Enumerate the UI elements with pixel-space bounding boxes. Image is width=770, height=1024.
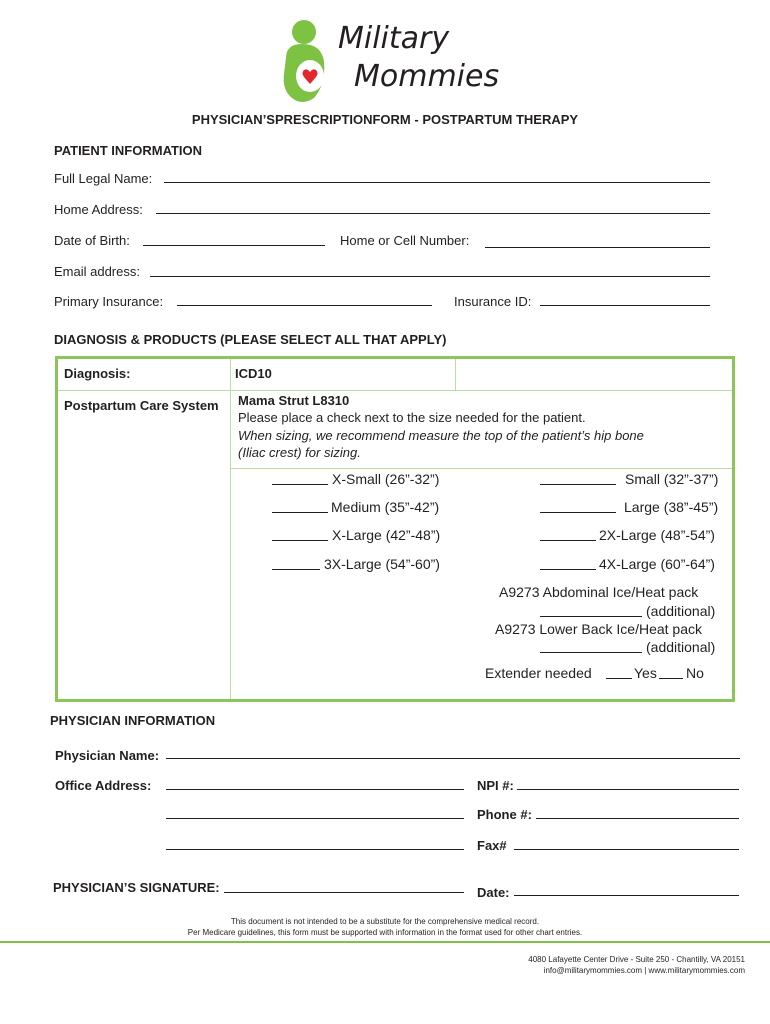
logo-line-1: Military <box>338 21 450 56</box>
size-checkbox[interactable] <box>272 512 328 513</box>
icd-label: ICD10 <box>235 366 272 381</box>
addon-back-checkbox[interactable] <box>540 652 642 653</box>
insurance-field[interactable] <box>177 305 432 306</box>
physician-phone-field[interactable] <box>536 818 739 819</box>
size-checkbox[interactable] <box>540 512 616 513</box>
size-checkbox[interactable] <box>272 569 320 570</box>
disclaimer-1: This document is not intended to be a substitute for the comprehensive medical record. <box>230 917 540 926</box>
table-divider-col <box>230 359 231 699</box>
phone-label: Home or Cell Number: <box>340 233 470 248</box>
dob-field[interactable] <box>143 245 325 246</box>
form-title: PHYSICIAN’SPRESCRIPTIONFORM - POSTPARTUM THERAPY <box>191 112 579 127</box>
instruction-text: Please place a check next to the size needed for the patient. <box>238 410 586 425</box>
email-label: Email address: <box>54 264 140 279</box>
size-checkbox[interactable] <box>540 540 596 541</box>
email-field[interactable] <box>150 276 710 277</box>
diagnosis-heading: DIAGNOSIS & PRODUCTS (PLEASE SELECT ALL THAT APPLY) <box>54 332 447 347</box>
office-address-field-2[interactable] <box>166 818 464 819</box>
table-divider-sizes <box>230 468 732 469</box>
signature-label: PHYSICIAN’S SIGNATURE: <box>53 880 220 895</box>
size-checkbox[interactable] <box>272 540 328 541</box>
phone-field[interactable] <box>485 247 710 248</box>
size-option-label: X-Large (42”-48”) <box>332 527 441 543</box>
product-name: Mama Strut L8310 <box>238 393 350 408</box>
table-divider-row <box>58 390 732 391</box>
size-option-label: 3X-Large (54”-60”) <box>324 556 440 572</box>
fax-label: Fax# <box>477 838 507 853</box>
date-field[interactable] <box>514 895 739 896</box>
size-checkbox[interactable] <box>540 569 596 570</box>
addon-back-note: (additional) <box>646 639 716 655</box>
office-address-field[interactable] <box>166 789 464 790</box>
system-label: Postpartum Care System <box>64 398 219 413</box>
icd-field[interactable] <box>456 359 732 390</box>
addon-abdominal-note: (additional) <box>646 603 716 619</box>
extender-label: Extender needed <box>485 665 592 681</box>
mother-baby-icon <box>280 18 340 108</box>
size-option-label: X-Small (26”-32”) <box>332 471 440 487</box>
size-checkbox[interactable] <box>540 484 616 485</box>
size-option-label: Medium (35”-42”) <box>331 499 440 515</box>
physician-heading: PHYSICIAN INFORMATION <box>50 713 216 728</box>
extender-no-checkbox[interactable] <box>659 678 683 679</box>
size-option-label: 4X-Large (60”-64”) <box>599 556 715 572</box>
signature-field[interactable] <box>224 892 464 893</box>
extender-no-label: No <box>686 665 704 681</box>
phone-number-label: Phone #: <box>477 807 532 822</box>
physician-name-label: Physician Name: <box>55 748 160 763</box>
patient-heading: PATIENT INFORMATION <box>54 143 203 158</box>
extender-yes-checkbox[interactable] <box>606 678 632 679</box>
npi-label: NPI #: <box>477 778 514 793</box>
full-name-field[interactable] <box>164 182 710 183</box>
office-address-label: Office Address: <box>55 778 152 793</box>
npi-field[interactable] <box>517 789 739 790</box>
sizing-note-1: When sizing, we recommend measure the top of the patient’s hip bone <box>238 428 644 443</box>
logo-line-2: Mommies <box>354 59 500 94</box>
size-option-label: 2X-Large (48”-54”) <box>599 527 715 543</box>
footer-address: 4080 Lafayette Center Drive - Suite 250 - Chantilly, VA 20151 <box>528 955 745 964</box>
size-option-label: Large (38”-45”) <box>624 499 719 515</box>
diagnosis-label: Diagnosis: <box>64 366 131 381</box>
fax-field[interactable] <box>514 849 739 850</box>
insurance-id-field[interactable] <box>540 305 710 306</box>
address-field[interactable] <box>156 213 710 214</box>
dob-label: Date of Birth: <box>54 233 130 248</box>
full-name-label: Full Legal Name: <box>54 171 153 186</box>
size-option-label: Small (32”-37”) <box>625 471 719 487</box>
address-label: Home Address: <box>54 202 143 217</box>
office-address-field-3[interactable] <box>166 849 464 850</box>
logo <box>280 18 500 108</box>
footer-divider <box>0 941 770 943</box>
insurance-id-label: Insurance ID: <box>454 294 532 309</box>
disclaimer-2: Per Medicare guidelines, this form must be supported with information in the format used for other chart entries. <box>187 928 583 937</box>
addon-abdominal-label: A9273 Abdominal Ice/Heat pack <box>499 584 699 600</box>
extender-yes-label: Yes <box>634 665 657 681</box>
sizing-note-2: (Iliac crest) for sizing. <box>238 445 361 460</box>
addon-back-label: A9273 Lower Back Ice/Heat pack <box>495 621 703 637</box>
insurance-label: Primary Insurance: <box>54 294 164 309</box>
addon-abdominal-checkbox[interactable] <box>540 616 642 617</box>
footer-contact: info@militarymommies.com | www.militarymommies.com <box>543 966 745 975</box>
date-label: Date: <box>477 885 510 900</box>
physician-name-field[interactable] <box>166 758 740 759</box>
size-checkbox[interactable] <box>272 484 328 485</box>
